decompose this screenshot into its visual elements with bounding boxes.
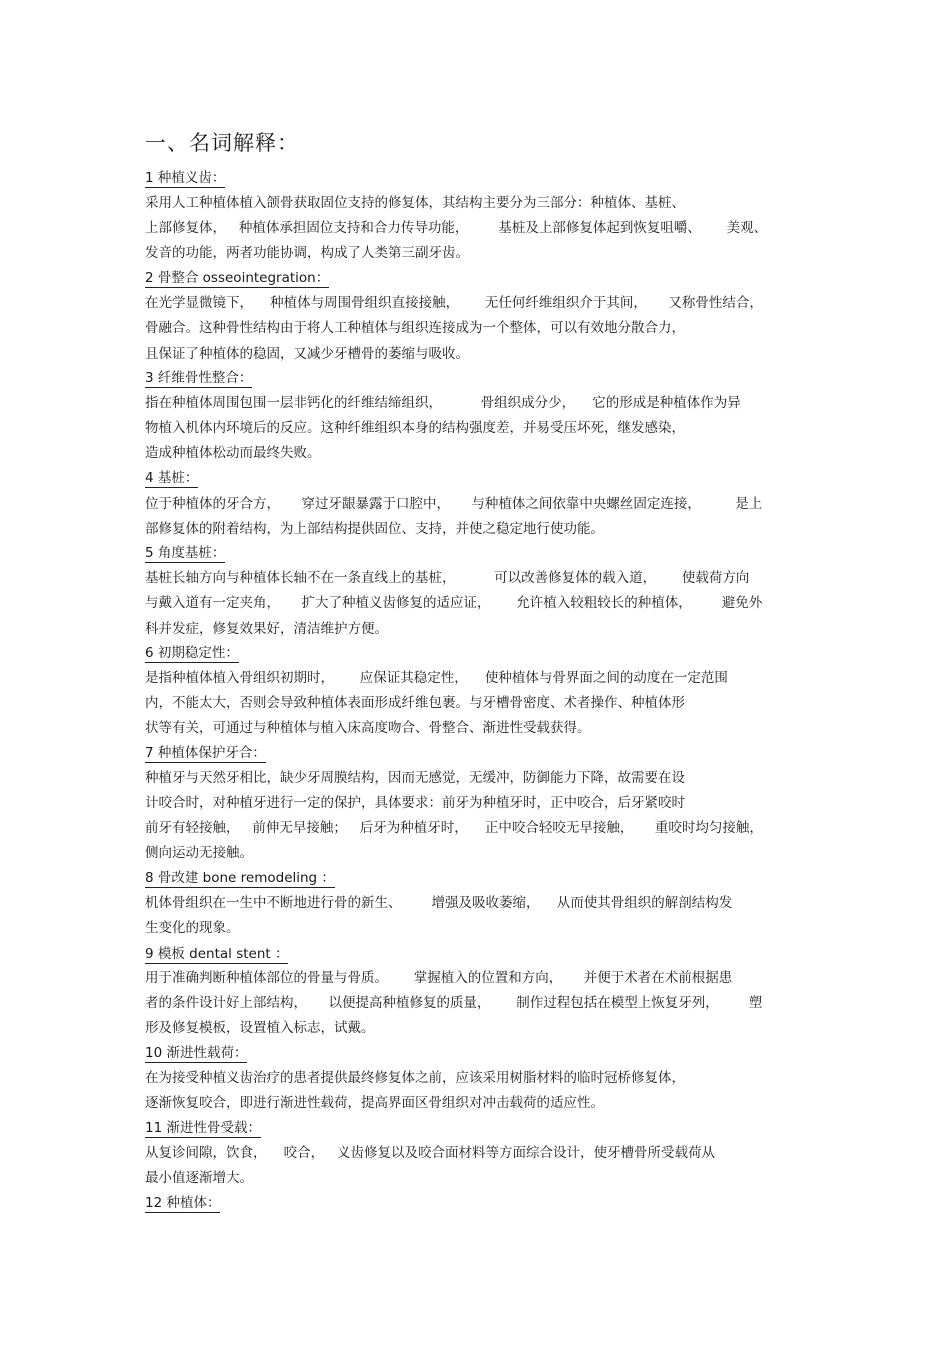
definition-line: 用于准确判断种植体部位的骨量与骨质。 掌握植入的位置和方向， 并便于术者在术前根据患 bbox=[145, 970, 733, 986]
definition-line: 物植入机体内环境后的反应。这种纤维组织本身的结构强度差，并易受压坏死，继发感染， bbox=[145, 420, 685, 436]
definition-line: 部修复体的附着结构，为上部结构提供固位、支持，并使之稳定地行使功能。 bbox=[145, 521, 604, 537]
term-10: 10 渐进性载荷： bbox=[145, 1045, 248, 1061]
definition-line: 形及修复模板，设置植入标志，试戴。 bbox=[145, 1020, 375, 1036]
term-1: 1 种植义齿： bbox=[145, 170, 226, 186]
definition-line: 生变化的现象。 bbox=[145, 920, 240, 936]
definition-line: 逐渐恢复咬合，即进行渐进性载荷，提高界面区骨组织对冲击载荷的适应性。 bbox=[145, 1095, 604, 1111]
definition-line: 基桩长轴方向与种植体长轴不在一条直线上的基桩， 可以改善修复体的载入道， 使载荷方向 bbox=[145, 570, 750, 586]
definition-line: 采用人工种植体植入颌骨获取固位支持的修复体，其结构主要分为三部分：种植体、基桩、 bbox=[145, 195, 685, 211]
definition-line: 上部修复体， 种植体承担固位支持和合力传导功能， 基桩及上部修复体起到恢复咀嚼、 美观、 bbox=[145, 220, 768, 236]
definition-line: 者的条件设计好上部结构， 以便提高种植修复的质量， 制作过程包括在模型上恢复牙列， 塑 bbox=[145, 995, 763, 1011]
definition-line: 造成种植体松动而最终失败。 bbox=[145, 445, 321, 461]
definition-line: 科并发症，修复效果好，清洁维护方便。 bbox=[145, 621, 388, 637]
term-2: 2 骨整合 osseointegration： bbox=[145, 270, 330, 286]
definition-line: 机体骨组织在一生中不断地进行骨的新生、 增强及吸收萎缩， 从而使其骨组织的解剖结构发 bbox=[145, 895, 733, 911]
term-4: 4 基桩： bbox=[145, 470, 199, 486]
definition-line: 在光学显微镜下， 种植体与周围骨组织直接接触， 无任何纤维组织介于其间， 又称骨性结合， bbox=[145, 295, 763, 311]
definition-line: 与戴入道有一定夹角， 扩大了种植义齿修复的适应证， 允许植入较粗较长的种植体， 避免外 bbox=[145, 595, 763, 611]
definition-line: 位于种植体的牙合方， 穿过牙龈暴露于口腔中， 与种植体之间依靠中央螺丝固定连接， 是上 bbox=[145, 496, 763, 512]
definition-line: 最小值逐渐增大。 bbox=[145, 1170, 253, 1186]
section-heading: 一、名词解释： bbox=[145, 131, 299, 155]
term-9: 9 模板 dental stent ： bbox=[145, 946, 289, 962]
definition-line: 种植牙与天然牙相比，缺少牙周膜结构，因而无感觉，无缓冲，防御能力下降，故需要在设 bbox=[145, 770, 685, 786]
definition-line: 且保证了种植体的稳固，又减少牙槽骨的萎缩与吸收。 bbox=[145, 346, 469, 362]
term-3: 3 纤维骨性整合： bbox=[145, 370, 253, 386]
definition-line: 内，不能太大，否则会导致种植体表面形成纤维包裹。与牙槽骨密度、术者操作、种植体形 bbox=[145, 695, 685, 711]
term-12: 12 种植体： bbox=[145, 1195, 221, 1211]
definition-line: 状等有关，可通过与种植体与植入床高度吻合、骨整合、渐进性受载获得。 bbox=[145, 720, 591, 736]
definition-line: 骨融合。这种骨性结构由于将人工种植体与组织连接成为一个整体，可以有效地分散合力， bbox=[145, 320, 685, 336]
definition-line: 发音的功能，两者功能协调，构成了人类第三副牙齿。 bbox=[145, 245, 469, 261]
term-5: 5 角度基桩： bbox=[145, 545, 226, 561]
definition-line: 在为接受种植义齿治疗的患者提供最终修复体之前，应该采用树脂材料的临时冠桥修复体， bbox=[145, 1070, 685, 1086]
definition-line: 前牙有轻接触， 前伸无早接触； 后牙为种植牙时， 正中咬合轻咬无早接触， 重咬时均匀接触， bbox=[145, 820, 763, 836]
definition-line: 侧向运动无接触。 bbox=[145, 845, 253, 861]
definition-line: 指在种植体周围包围一层非钙化的纤维结缔组织， 骨组织成分少， 它的形成是种植体作为异 bbox=[145, 395, 741, 411]
definition-line: 从复诊间隙，饮食， 咬合， 义齿修复以及咬合面材料等方面综合设计，使牙槽骨所受载荷从 bbox=[145, 1145, 716, 1161]
term-8: 8 骨改建 bone remodeling ： bbox=[145, 870, 335, 886]
definition-line: 计咬合时，对种植牙进行一定的保护，具体要求：前牙为种植牙时，正中咬合，后牙紧咬时 bbox=[145, 795, 685, 811]
definition-line: 是指种植体植入骨组织初期时， 应保证其稳定性， 使种植体与骨界面之间的动度在一定范围 bbox=[145, 670, 728, 686]
term-11: 11 渐进性骨受载： bbox=[145, 1120, 261, 1136]
term-7: 7 种植体保护牙合： bbox=[145, 745, 266, 761]
term-6: 6 初期稳定性： bbox=[145, 645, 239, 661]
